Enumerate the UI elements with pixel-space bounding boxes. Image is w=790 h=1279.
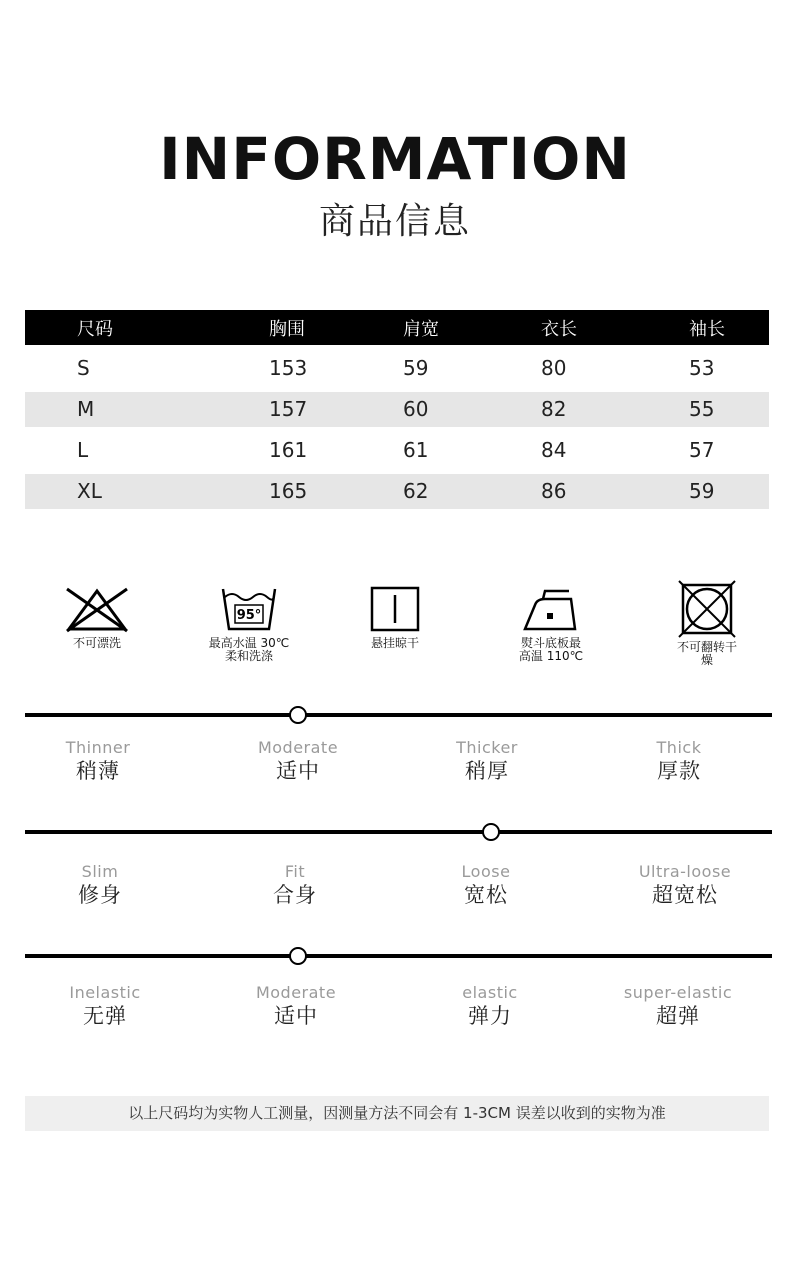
scale-option-cn: 适中	[276, 759, 320, 783]
header-shoulder: 肩宽	[355, 310, 493, 345]
no-bleach-icon	[63, 585, 131, 633]
scale-option-cn: 稍薄	[76, 759, 120, 783]
scale-option-cn: 无弹	[83, 1004, 127, 1028]
scale-option-cn: 修身	[78, 883, 122, 907]
scale-option	[406, 862, 566, 908]
scale-option	[598, 983, 758, 1029]
header-size: 尺码	[25, 310, 217, 345]
scale-option-en: Thicker	[456, 738, 518, 757]
care-label	[189, 637, 309, 663]
table-cell: 62	[355, 474, 493, 509]
table-cell: 84	[541, 438, 567, 462]
scale-option-en: Moderate	[255, 983, 337, 1002]
care-label	[647, 641, 767, 667]
page-title-cn: 商品信息	[318, 201, 471, 242]
wash-95-icon	[219, 585, 279, 633]
care-item-iron	[491, 585, 611, 663]
table-cell: 161	[269, 438, 308, 462]
scale-option-en: Thinner	[65, 738, 131, 757]
scale-option-en: elastic	[462, 983, 518, 1002]
scale-option-en: super-elastic	[623, 983, 733, 1002]
header-length: 衣长	[493, 310, 631, 345]
scale-option	[25, 983, 185, 1029]
hang-dry-icon	[369, 585, 421, 633]
slider-track	[25, 830, 772, 834]
scale-option-cn: 超宽松	[652, 883, 718, 907]
table-cell: 55	[631, 392, 769, 427]
table-row	[25, 392, 769, 427]
table-cell: 86	[493, 474, 631, 509]
table-cell: 60	[355, 392, 493, 427]
table-cell: 59	[631, 474, 769, 509]
table-cell: 157	[217, 392, 355, 427]
scale-option	[605, 862, 765, 908]
slider-knob	[289, 947, 307, 965]
scale-option	[410, 983, 570, 1029]
wash-temp-text: 95°	[236, 608, 262, 623]
care-label-line: 最高水温 30℃	[208, 636, 290, 650]
table-cell: 80	[541, 356, 567, 380]
scale-option	[216, 983, 376, 1029]
slider-track	[25, 954, 772, 958]
size-table-header	[25, 310, 769, 345]
table-cell: 61	[403, 438, 429, 462]
measurement-note: 以上尺码均为实物人工测量，因测量方法不同会有 1-3CM 误差以收到的实物为准	[25, 1096, 769, 1131]
scale-option-cn: 合身	[273, 883, 317, 907]
fit-slider	[25, 823, 772, 843]
care-item-hang-dry	[335, 585, 455, 650]
scale-option-en: Thick	[656, 738, 702, 757]
scale-option-en: Slim	[81, 862, 119, 881]
care-label: 悬挂晾干	[370, 636, 419, 650]
care-label-line: 熨斗底板最	[520, 636, 581, 650]
thickness-slider	[25, 706, 772, 726]
scale-option	[407, 738, 567, 784]
table-row	[25, 427, 769, 474]
care-label-line: 柔和洗涤	[224, 649, 273, 663]
scale-option-cn: 稍厚	[465, 759, 509, 783]
table-cell: 59	[403, 356, 429, 380]
scale-option-en: Inelastic	[69, 983, 141, 1002]
slider-knob	[289, 706, 307, 724]
scale-option	[599, 738, 759, 784]
size-table	[25, 310, 769, 509]
care-label-line: 燥	[700, 653, 713, 667]
care-instructions	[25, 585, 769, 685]
table-row	[25, 474, 769, 509]
table-cell: 57	[689, 438, 715, 462]
table-cell: 53	[689, 356, 715, 380]
scale-option-en: Loose	[461, 862, 511, 881]
care-label	[491, 637, 611, 663]
table-cell: S	[77, 356, 90, 380]
header-chest: 胸围	[217, 310, 355, 345]
care-item-no-bleach	[37, 585, 157, 650]
slider-knob	[482, 823, 500, 841]
scale-option-cn: 弹力	[468, 1004, 512, 1028]
care-item-wash	[189, 585, 309, 663]
care-item-no-tumble	[647, 585, 767, 667]
scale-option-en: Ultra-loose	[638, 862, 732, 881]
table-cell: 153	[269, 356, 308, 380]
scale-option	[18, 738, 178, 784]
table-cell: 82	[493, 392, 631, 427]
header-sleeve: 袖长	[631, 310, 769, 345]
scale-option-cn: 厚款	[657, 759, 701, 783]
care-label-line: 高温 110℃	[518, 649, 584, 663]
table-cell: XL	[25, 474, 217, 509]
slider-track	[25, 713, 772, 717]
table-cell: L	[77, 438, 89, 462]
scale-option-cn: 超弹	[656, 1004, 700, 1028]
iron-icon	[521, 585, 581, 633]
scale-option	[215, 862, 375, 908]
scale-option-cn: 适中	[274, 1004, 318, 1028]
table-row	[25, 345, 769, 392]
elasticity-slider	[25, 947, 772, 967]
no-tumble-dry-icon	[677, 579, 737, 639]
scale-option-cn: 宽松	[464, 883, 508, 907]
care-label-line: 不可翻转干	[676, 640, 737, 654]
scale-option	[20, 862, 180, 908]
table-cell: 165	[217, 474, 355, 509]
care-label: 不可漂洗	[72, 636, 121, 650]
page-title-en: INFORMATION	[159, 125, 631, 193]
table-cell: M	[25, 392, 217, 427]
scale-option-en: Moderate	[257, 738, 339, 757]
scale-option	[218, 738, 378, 784]
scale-option-en: Fit	[284, 862, 306, 881]
